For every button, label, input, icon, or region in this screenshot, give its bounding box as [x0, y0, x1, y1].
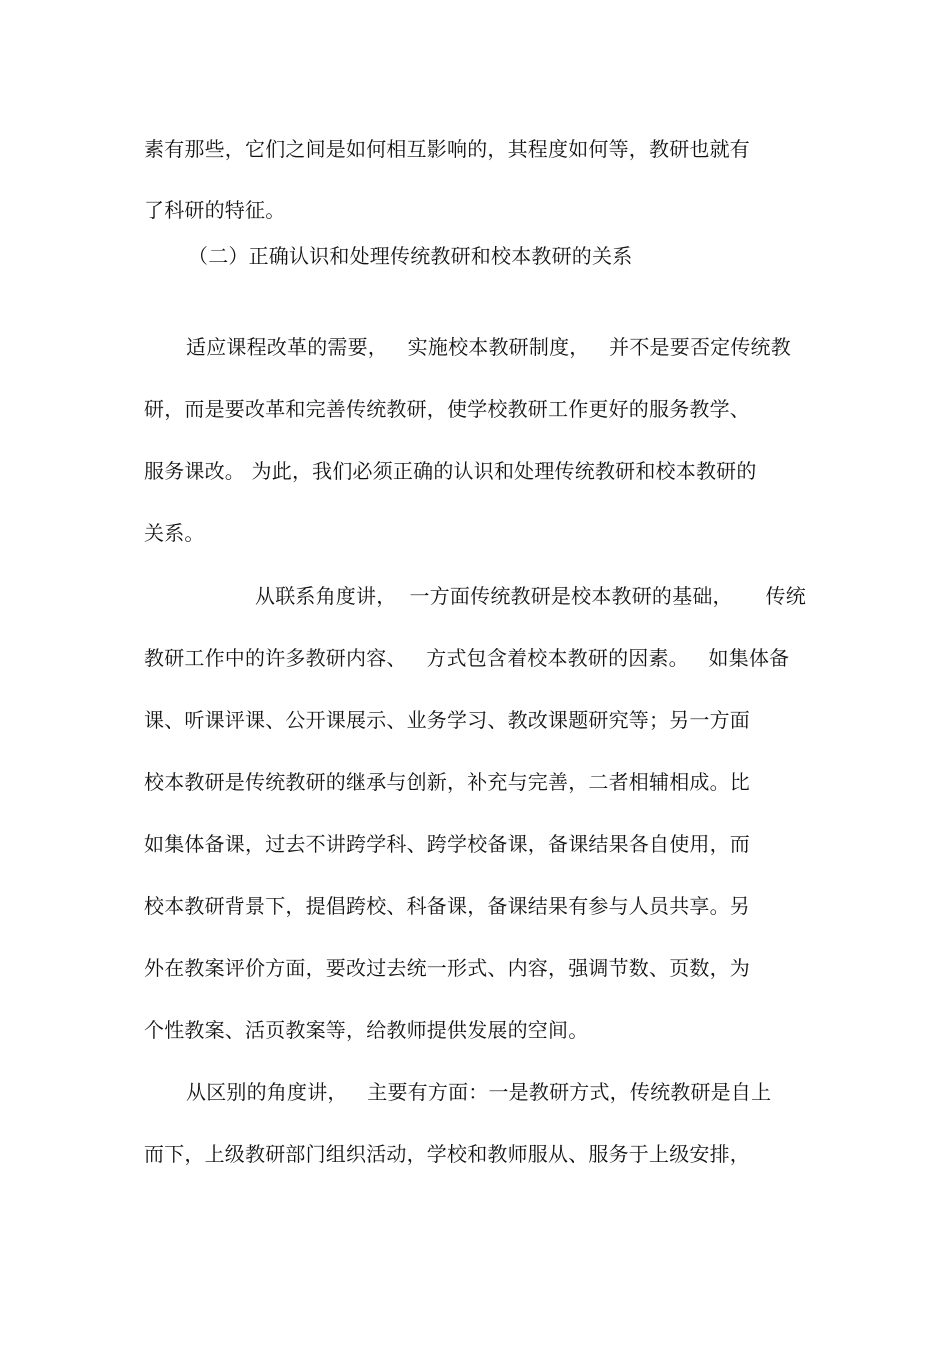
text-line-9: 教研工作中的许多教研内容、 方式包含着校本教研的因素。 如集体备	[144, 646, 790, 670]
text-line-14: 外在教案评价方面，要改过去统一形式、内容，强调节数、页数，为	[144, 956, 750, 980]
text-line-1: 素有那些，它们之间是如何相互影响的，其程度如何等，教研也就有	[144, 137, 750, 161]
section-heading: （二）正确认识和处理传统教研和校本教研的关系	[188, 244, 633, 268]
text-line-8: 从联系角度讲， 一方面传统教研是校本教研的基础， 传统	[255, 584, 806, 608]
text-line-6: 服务课改。 为此，我们必须正确的认识和处理传统教研和校本教研的	[144, 459, 757, 483]
text-line-10: 课、听课评课、公开课展示、业务学习、教改课题研究等；另一方面	[144, 708, 750, 732]
text-line-16: 从区别的角度讲， 主要有方面：一是教研方式，传统教研是自上	[186, 1080, 772, 1104]
text-line-7: 关系。	[144, 521, 205, 545]
text-line-11: 校本教研是传统教研的继承与创新，补充与完善，二者相辅相成。比	[144, 770, 750, 794]
text-line-2: 了科研的特征。	[144, 198, 286, 222]
text-line-12: 如集体备课，过去不讲跨学科、跨学校备课，备课结果各自使用，而	[144, 832, 750, 856]
text-line-15: 个性教案、活页教案等，给教师提供发展的空间。	[144, 1018, 589, 1042]
text-line-4: 适应课程改革的需要， 实施校本教研制度， 并不是要否定传统教	[186, 335, 791, 359]
text-line-5: 研，而是要改革和完善传统教研，使学校教研工作更好的服务教学、	[144, 397, 750, 421]
text-line-17: 而下，上级教研部门组织活动，学校和教师服从、服务于上级安排，	[144, 1142, 750, 1166]
text-line-13: 校本教研背景下，提倡跨校、科备课，备课结果有参与人员共享。另	[144, 894, 750, 918]
